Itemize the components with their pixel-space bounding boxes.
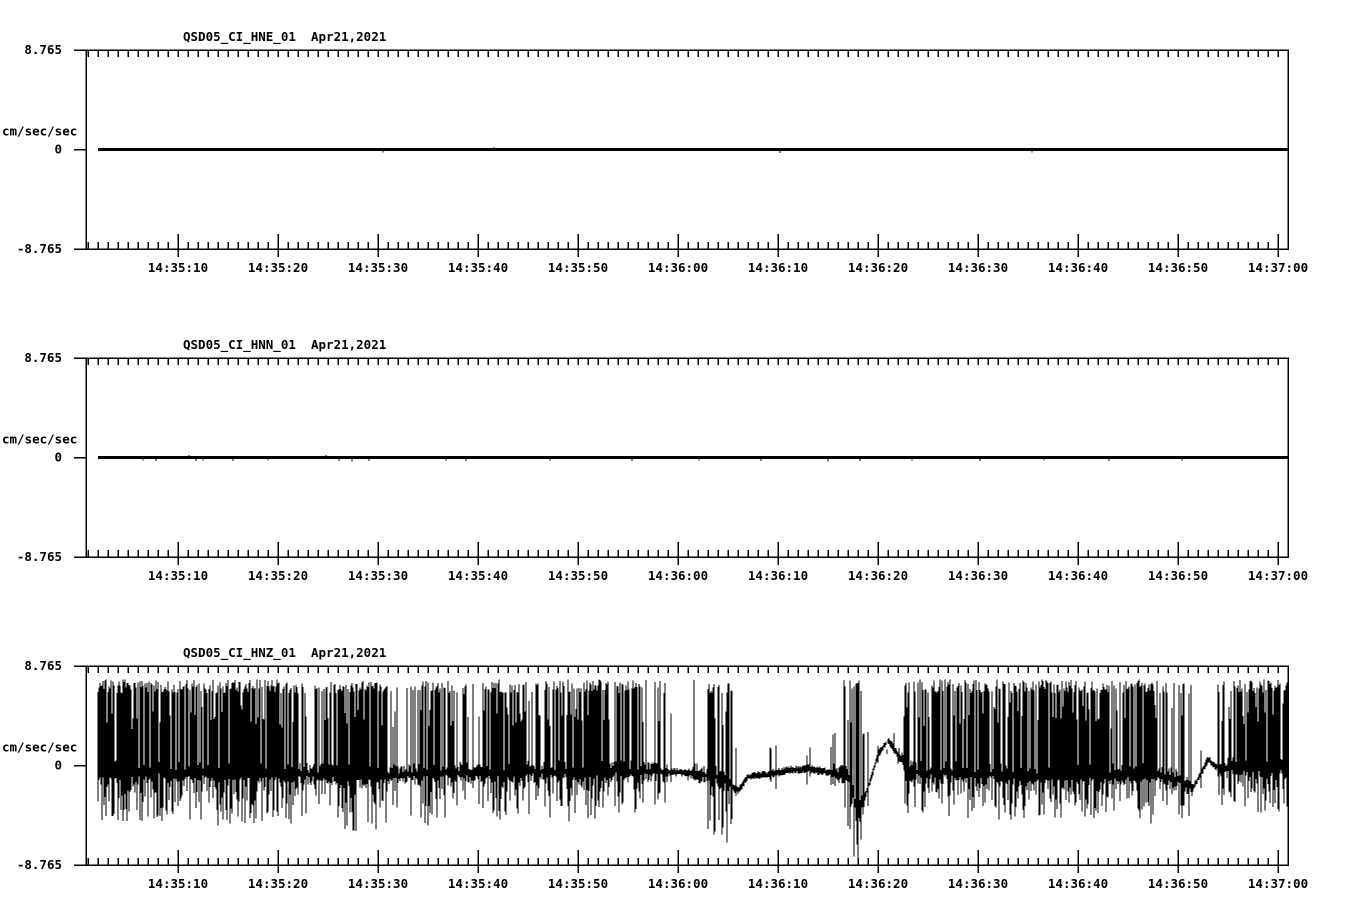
y-tick-label: 0 [54,757,62,773]
x-tick-label: 14:36:00 [647,568,709,583]
x-tick-label: 14:35:10 [147,568,209,583]
axis-ticks [74,50,1288,257]
x-tick-label: 14:36:20 [847,568,909,583]
x-tick-label: 14:35:50 [547,260,609,275]
y-tick-label: 0 [54,449,62,465]
x-tick-label: 14:35:20 [247,876,309,891]
panel-hnz [2,645,1308,891]
x-tick-label: 14:35:50 [547,568,609,583]
x-tick-label: 14:35:30 [347,876,409,891]
y-tick-label: 0 [54,141,62,157]
y-tick-label: -8.765 [16,857,62,872]
y-axis-unit-label: cm/sec/sec [2,431,78,447]
panel-hne [2,29,1308,275]
x-tick-label: 14:36:50 [1147,568,1209,583]
x-tick-label: 14:35:50 [547,876,609,891]
trace-hnz [98,679,1288,861]
panel-date: Apr21,2021 [311,29,387,44]
x-tick-label: 14:36:40 [1047,876,1109,891]
x-tick-label: 14:35:40 [447,876,509,891]
panel-hnn [2,337,1308,583]
x-tick-label: 14:35:40 [447,260,509,275]
x-tick-label: 14:36:00 [647,260,709,275]
x-tick-label: 14:36:20 [847,260,909,275]
x-tick-label: 14:35:30 [347,568,409,583]
y-axis-unit-label: cm/sec/sec [2,123,78,139]
x-tick-label: 14:36:20 [847,876,909,891]
x-tick-label: 14:36:30 [947,876,1009,891]
axis-ticks [74,358,1288,565]
x-tick-label: 14:35:40 [447,568,509,583]
x-tick-label: 14:37:00 [1247,568,1309,583]
panel-title: QSD05_CI_HNE_01 [183,29,296,44]
panel-date: Apr21,2021 [311,645,387,660]
x-tick-label: 14:36:00 [647,876,709,891]
x-tick-label: 14:35:20 [247,260,309,275]
y-tick-label: 8.765 [24,42,62,57]
panel-title: QSD05_CI_HNZ_01 [183,645,296,660]
x-tick-label: 14:36:30 [947,260,1009,275]
x-tick-label: 14:36:40 [1047,568,1109,583]
x-tick-label: 14:36:10 [747,260,809,275]
y-tick-label: 8.765 [24,658,62,673]
x-tick-label: 14:37:00 [1247,260,1309,275]
x-tick-label: 14:36:10 [747,568,809,583]
x-tick-label: 14:36:50 [1147,260,1209,275]
y-tick-label: -8.765 [16,241,62,256]
x-tick-label: 14:36:40 [1047,260,1109,275]
x-tick-label: 14:35:20 [247,568,309,583]
y-axis-unit-label: cm/sec/sec [2,739,78,755]
x-tick-label: 14:35:10 [147,876,209,891]
y-tick-label: -8.765 [16,549,62,564]
panel-date: Apr21,2021 [311,337,387,352]
x-tick-label: 14:36:10 [747,876,809,891]
panel-title: QSD05_CI_HNN_01 [183,337,296,352]
x-tick-label: 14:35:10 [147,260,209,275]
x-tick-label: 14:35:30 [347,260,409,275]
x-tick-label: 14:36:50 [1147,876,1209,891]
y-tick-label: 8.765 [24,350,62,365]
x-tick-label: 14:36:30 [947,568,1009,583]
x-tick-label: 14:37:00 [1247,876,1309,891]
